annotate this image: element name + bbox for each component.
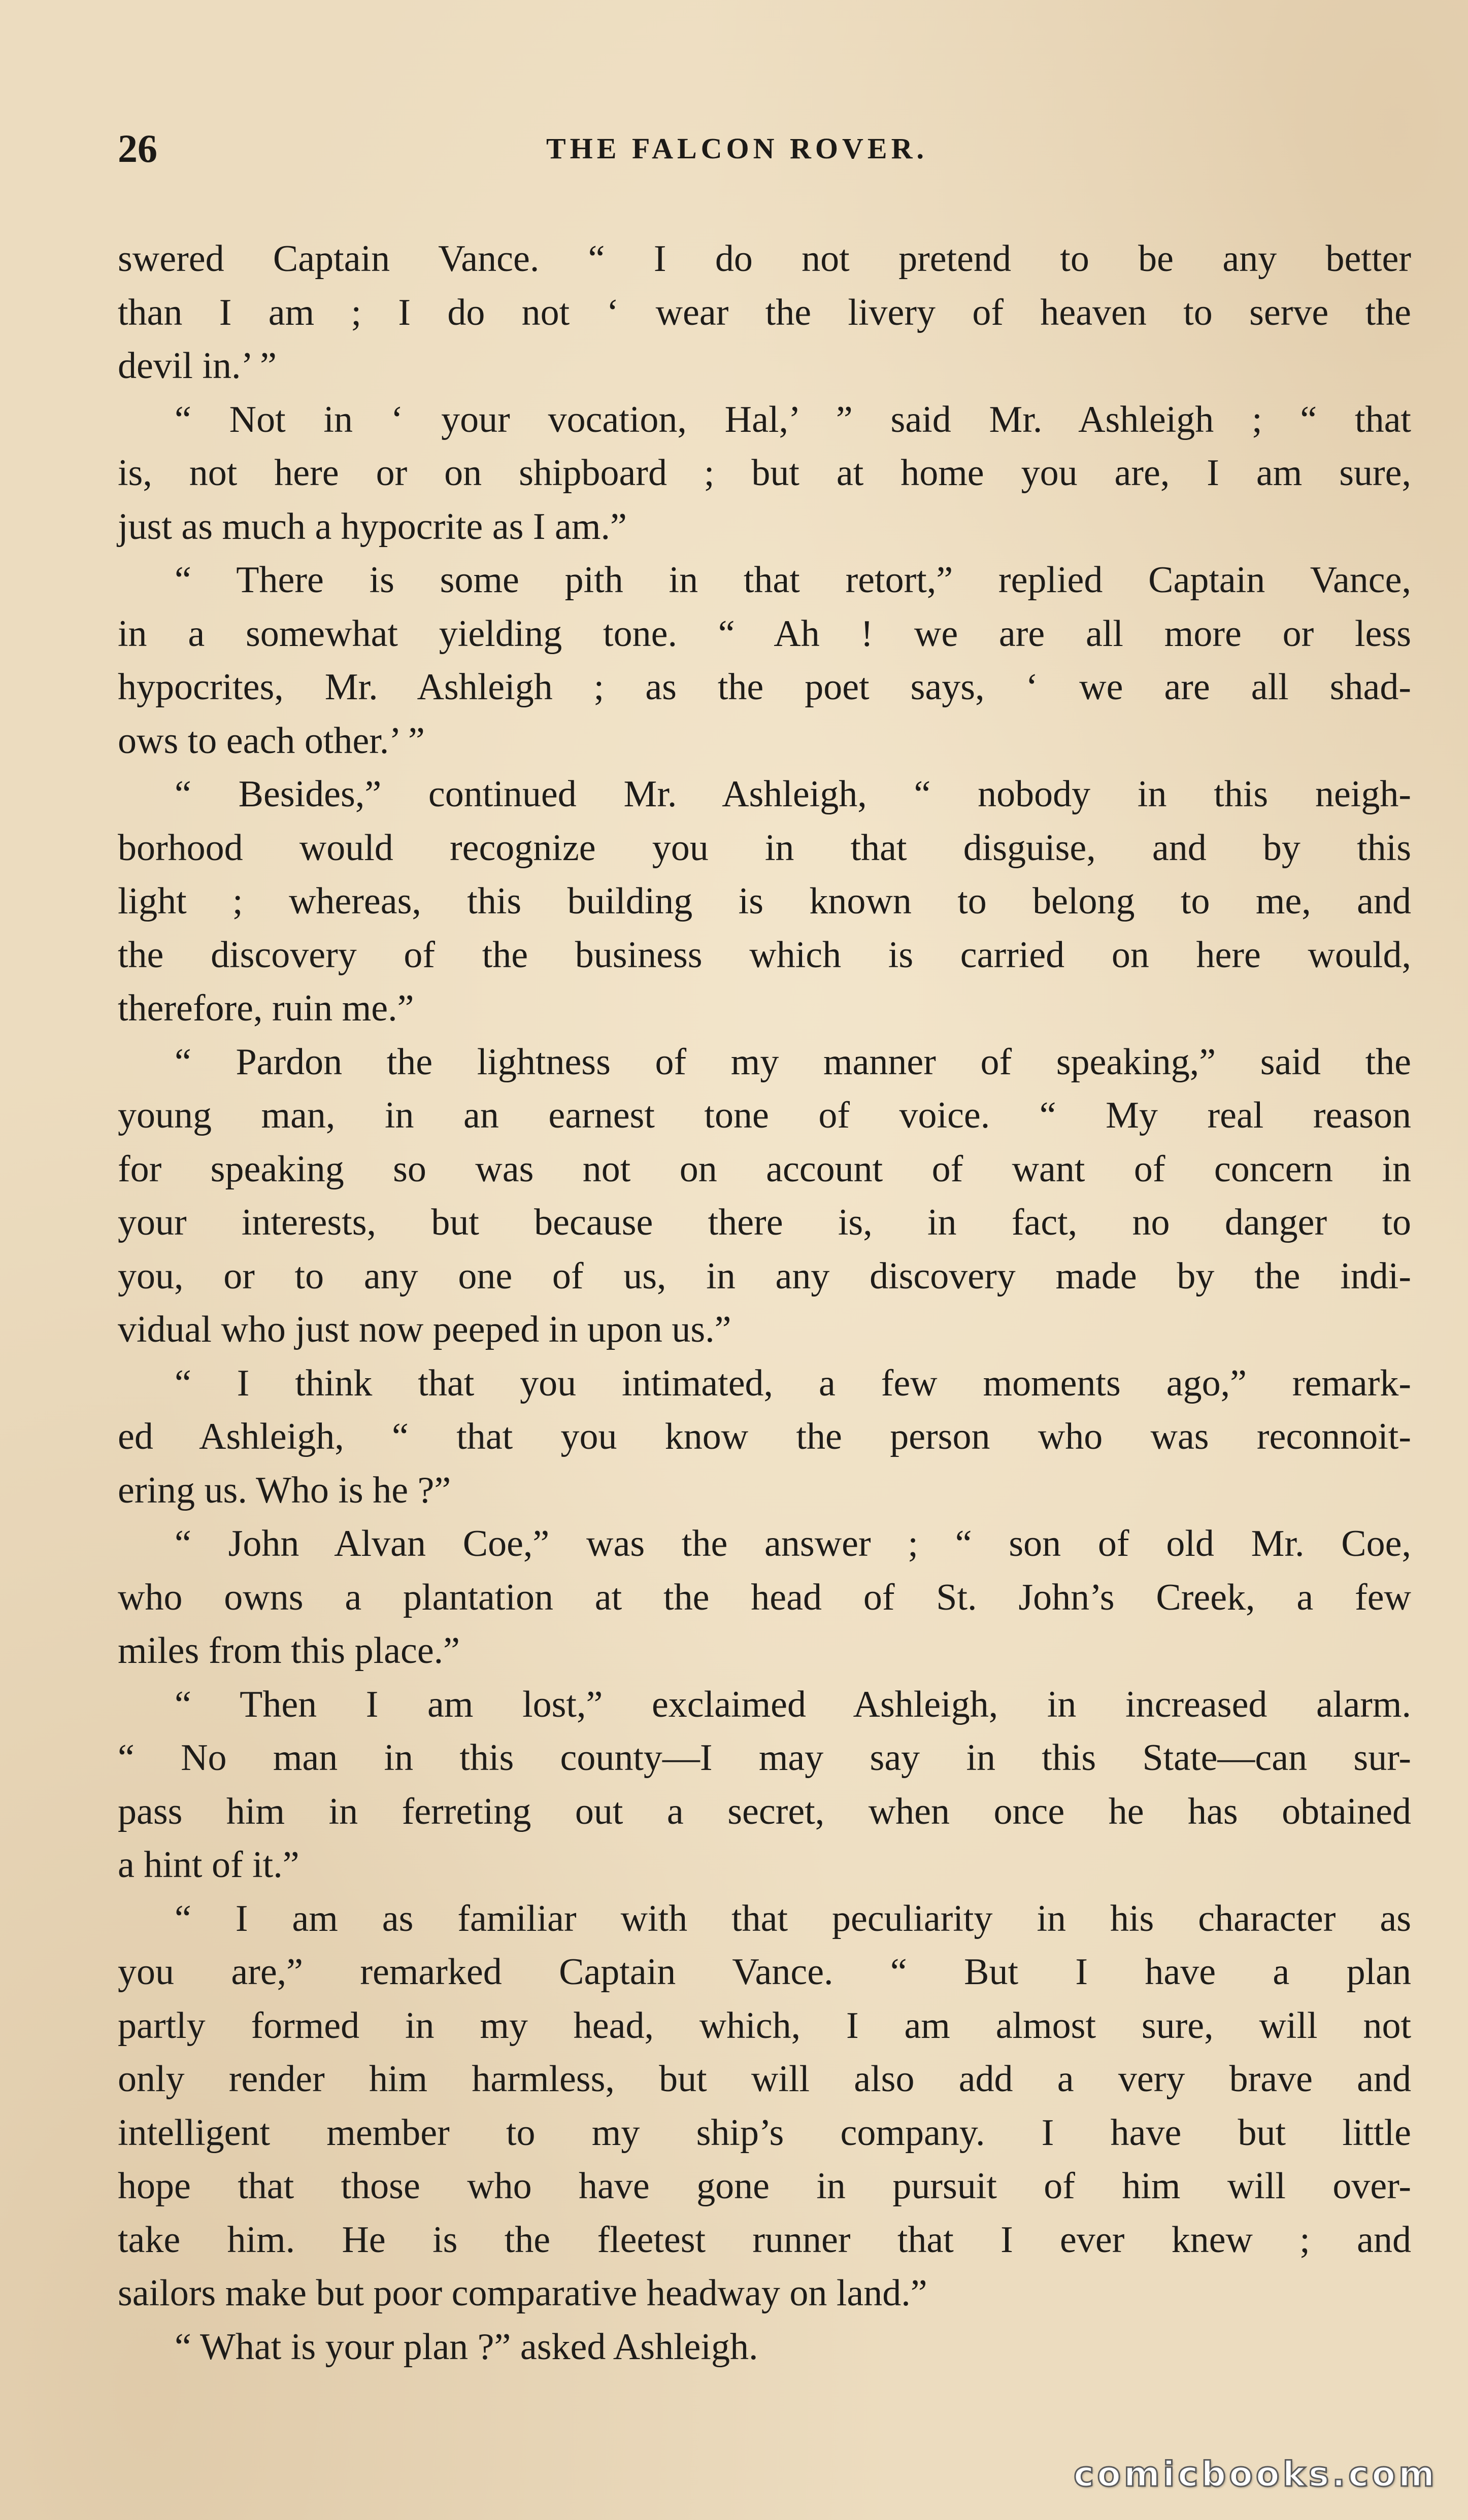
text-line: “ What is your plan ?” asked Ashleigh. [175,2326,758,2368]
text-line: sailors make but poor comparative headway on land.” [118,2272,927,2314]
page-header [118,126,1356,172]
text-line: vidual who just now peeped in upon us.” [118,1309,731,1350]
text-line: “ There is some pith in that retort,” replied Captain Vance, [175,559,1411,601]
text-line: in a somewhat yielding tone. “ Ah ! we are all more or less [118,612,1411,655]
text-line: is, not here or on shipboard ; but at home you are, I am sure, [118,452,1411,494]
running-head: THE FALCON ROVER. [546,132,928,165]
text-line: borhood would recognize you in that disguise, and by this [118,827,1411,869]
text-line: for speaking so was not on account of want of concern in [118,1148,1411,1190]
text-line: partly formed in my head, which, I am almost sure, will not [118,2004,1411,2047]
text-line: “ John Alvan Coe,” was the answer ; “ son of old Mr. Coe, [175,1523,1411,1564]
text-line: the discovery of the business which is carried on here would, [118,934,1411,976]
text-line: just as much a hypocrite as I am.” [118,505,627,548]
text-line: hypocrites, Mr. Ashleigh ; as the poet says, ‘ we are all shad- [118,666,1411,708]
text-line: light ; whereas, this building is known to belong to me, and [118,880,1411,922]
text-line: therefore, ruin me.” [118,987,414,1029]
text-line: “ Not in ‘ your vocation, Hal,’ ” said Mr. Ashleigh ; “ that [175,398,1411,440]
text-line: ows to each other.’ ” [118,720,425,762]
text-line: “ I am as familiar with that peculiarity in his character as [175,1897,1411,1939]
text-line: a hint of it.” [118,1844,299,1886]
text-line: you, or to any one of us, in any discovery made by the indi- [118,1255,1411,1297]
text-line: take him. He is the fleetest runner that I ever knew ; and [118,2219,1411,2261]
text-line: young man, in an earnest tone of voice. “ My real reason [118,1095,1411,1136]
text-line: miles from this place.” [118,1630,460,1672]
body-text [118,232,1411,2374]
watermark-logo: comicbooks.com [1073,2455,1438,2495]
text-line: “ Then I am lost,” exclaimed Ashleigh, in increased alarm. [175,1683,1411,1725]
text-line: ering us. Who is he ?” [118,1469,451,1511]
text-line: intelligent member to my ship’s company. I have but little [118,2112,1411,2154]
text-line: only render him harmless, but will also add a very brave and [118,2058,1411,2100]
text-line: swered Captain Vance. “ I do not pretend to be any better [118,238,1411,280]
text-line: devil in.’ ” [118,345,277,387]
text-line: “ Pardon the lightness of my manner of speaking,” said the [175,1041,1411,1083]
text-line: your interests, but because there is, in fact, no danger to [118,1202,1411,1243]
page-number: 26 [118,126,157,171]
text-line: hope that those who have gone in pursuit of him will over- [118,2165,1411,2207]
text-line: “ Besides,” continued Mr. Ashleigh, “ nobody in this neigh- [175,773,1411,815]
text-line: “ I think that you intimated, a few moments ago,” remark- [175,1362,1411,1404]
text-line: than I am ; I do not ‘ wear the livery of heaven to serve the [118,291,1411,333]
text-line: who owns a plantation at the head of St. John’s Creek, a few [118,1576,1411,1618]
text-line: you are,” remarked Captain Vance. “ But I have a plan [118,1951,1411,1993]
text-line: ed Ashleigh, “ that you know the person who was reconnoit- [118,1416,1411,1457]
text-line: pass him in ferreting out a secret, when once he has obtained [118,1790,1411,1832]
text-line: “ No man in this county—I may say in this State—can sur- [118,1737,1411,1779]
